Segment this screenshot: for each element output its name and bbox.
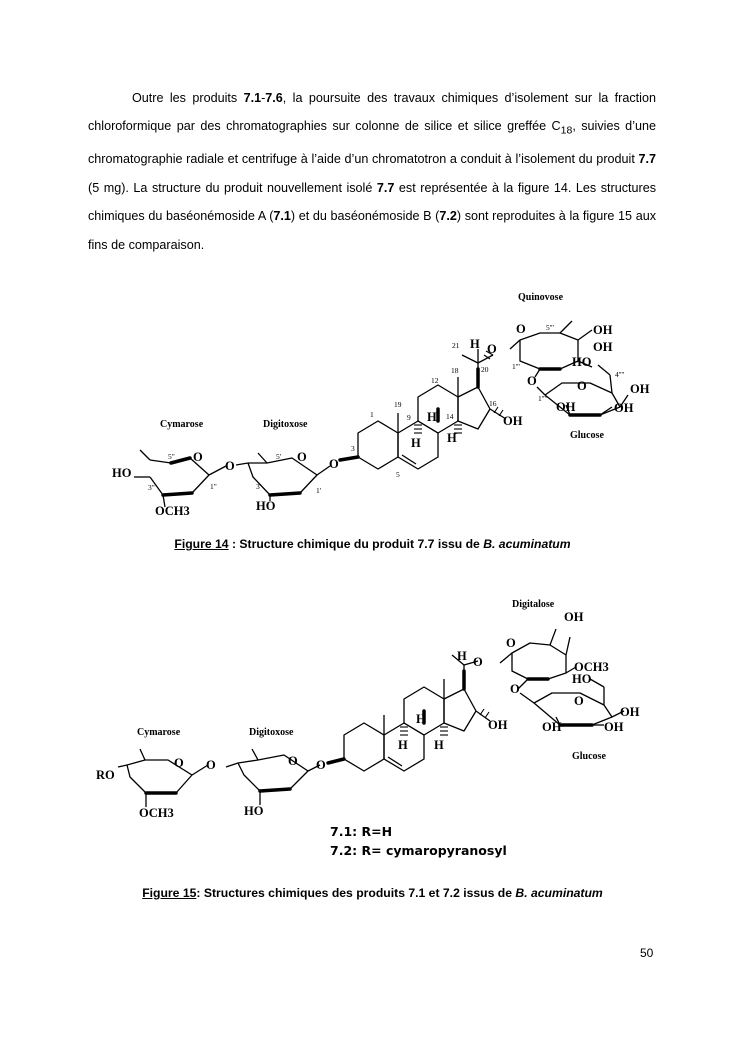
locant: 20	[481, 365, 489, 374]
text-run: est représentée à la figure 14. Les structures chimiques du baséonémoside A (	[88, 180, 656, 224]
text-run: (5 mg). La structure du produit nouvellement isolé	[88, 180, 377, 195]
label-digitoxose: Digitoxose	[263, 419, 308, 430]
subscript: 18	[560, 124, 573, 137]
atom-oh: OH	[503, 414, 523, 428]
locant: 1	[370, 410, 374, 419]
locant: 9	[407, 413, 411, 422]
atom-oh: OH	[604, 720, 624, 734]
atom-o: O	[225, 459, 235, 473]
atom-ho: HO	[256, 499, 276, 513]
atom-h: H	[427, 410, 437, 424]
compound-ref: 7.1	[273, 209, 291, 224]
atom-o: O	[506, 636, 516, 650]
atom-oh: OH	[542, 720, 562, 734]
species-name: B. acuminatum	[515, 886, 603, 900]
label-cymarose: Cymarose	[160, 419, 204, 430]
atom-o: O	[527, 374, 537, 388]
atom-och3: OCH3	[574, 660, 609, 674]
atom-h: H	[470, 337, 480, 351]
locant: 1'	[316, 486, 322, 495]
atom-o: O	[316, 758, 326, 772]
locant: 16	[489, 399, 497, 408]
figure-label: Figure 14	[174, 537, 229, 551]
caption-text: : Structure chimique du produit 7.7 issu de	[228, 537, 484, 551]
atom-o: O	[329, 457, 339, 471]
locant: 3"	[148, 483, 155, 492]
page-number: 50	[640, 946, 654, 960]
atom-o: O	[193, 450, 203, 464]
label-digitalose: Digitalose	[512, 599, 555, 610]
atom-o: O	[487, 342, 497, 356]
locant: 1"	[210, 482, 217, 491]
figure-label: Figure 15	[142, 886, 197, 900]
locant: 5	[396, 470, 400, 479]
figure-15-caption	[0, 886, 745, 900]
atom-o: O	[174, 756, 184, 770]
locant: 18	[451, 366, 459, 375]
atom-o: O	[516, 322, 526, 336]
atom-h: H	[411, 436, 421, 450]
atom-oh: OH	[630, 382, 650, 396]
locant: 14	[446, 412, 454, 421]
text-run: -	[261, 91, 266, 105]
atom-och3: OCH3	[155, 504, 190, 518]
locant: 12	[431, 376, 439, 385]
atom-oh: OH	[593, 323, 613, 337]
body-paragraph	[88, 84, 656, 259]
text-run: , la poursuite des travaux chimiques d’isolement sur la fraction chloroformique par des chromatographies sur colonne de silice et silice greffée C	[88, 91, 656, 134]
label-glucose: Glucose	[572, 751, 606, 762]
atom-ho: HO	[572, 355, 592, 369]
atom-ho: HO	[244, 804, 264, 818]
atom-ro: RO	[96, 768, 115, 782]
compound-ref: 7.1	[243, 91, 262, 105]
species-name: B. acuminatum	[483, 537, 571, 551]
atom-h: H	[398, 738, 408, 752]
locant: 19	[394, 400, 402, 409]
atom-h: H	[434, 738, 444, 752]
compound-ref: 7.6	[265, 91, 283, 105]
atom-o: O	[288, 754, 298, 768]
text-run: ) sont reproduites à la figure 15 aux fins de comparaison.	[88, 209, 656, 252]
atom-o: O	[577, 379, 587, 393]
locant: 3	[351, 444, 355, 453]
text-run: ) et du baséonémoside B (	[290, 209, 440, 224]
figure-14-structure	[0, 285, 745, 525]
text-run: , suivies d’une chromatographie radiale et centrifuge à l’aide d’un chromatotron a conduit à l’isolement du produit	[88, 119, 656, 167]
text-run: Outre les produits	[132, 91, 244, 105]
legend-line: 7.2: R= cymaropyranosyl	[330, 843, 507, 858]
atom-oh: OH	[564, 610, 584, 624]
atom-oh: OH	[488, 718, 508, 732]
figure-14-caption	[0, 537, 745, 551]
atom-o: O	[297, 450, 307, 464]
atom-h: H	[457, 649, 467, 663]
label-quinovose: Quinovose	[518, 292, 564, 303]
figure-15-structure	[0, 595, 745, 825]
locant: 5'	[276, 452, 282, 461]
legend-line: 7.1: R=H	[330, 824, 393, 839]
locant: 5"	[168, 452, 175, 461]
locant: 3'	[256, 482, 262, 491]
atom-h: H	[416, 712, 426, 726]
atom-oh: OH	[620, 705, 640, 719]
locant: 21	[452, 341, 460, 350]
atom-ho: HO	[572, 672, 592, 686]
locant: 1'''	[512, 362, 520, 371]
atom-h: H	[447, 431, 457, 445]
caption-text: : Structures chimiques des produits 7.1 et 7.2 issus de	[196, 886, 516, 900]
atom-o: O	[510, 682, 520, 696]
compound-ref: 7.2	[439, 209, 457, 224]
atom-o: O	[206, 758, 216, 772]
atom-och3: OCH3	[139, 806, 174, 820]
atom-oh: OH	[556, 400, 576, 414]
atom-oh: OH	[593, 340, 613, 354]
paragraph-text	[88, 84, 656, 259]
label-glucose: Glucose	[570, 430, 604, 441]
locant: 5'''	[546, 323, 554, 332]
compound-ref: 7.7	[376, 180, 395, 195]
atom-o: O	[574, 694, 584, 708]
atom-o: O	[473, 655, 483, 669]
compound-legend	[330, 822, 507, 860]
locant: 4''''	[615, 370, 625, 379]
atom-oh: OH	[614, 401, 634, 415]
label-cymarose: Cymarose	[137, 727, 181, 738]
atom-ho: HO	[112, 466, 132, 480]
compound-ref: 7.7	[638, 152, 656, 167]
locant: 1''''	[538, 394, 548, 403]
label-digitoxose: Digitoxose	[249, 727, 294, 738]
